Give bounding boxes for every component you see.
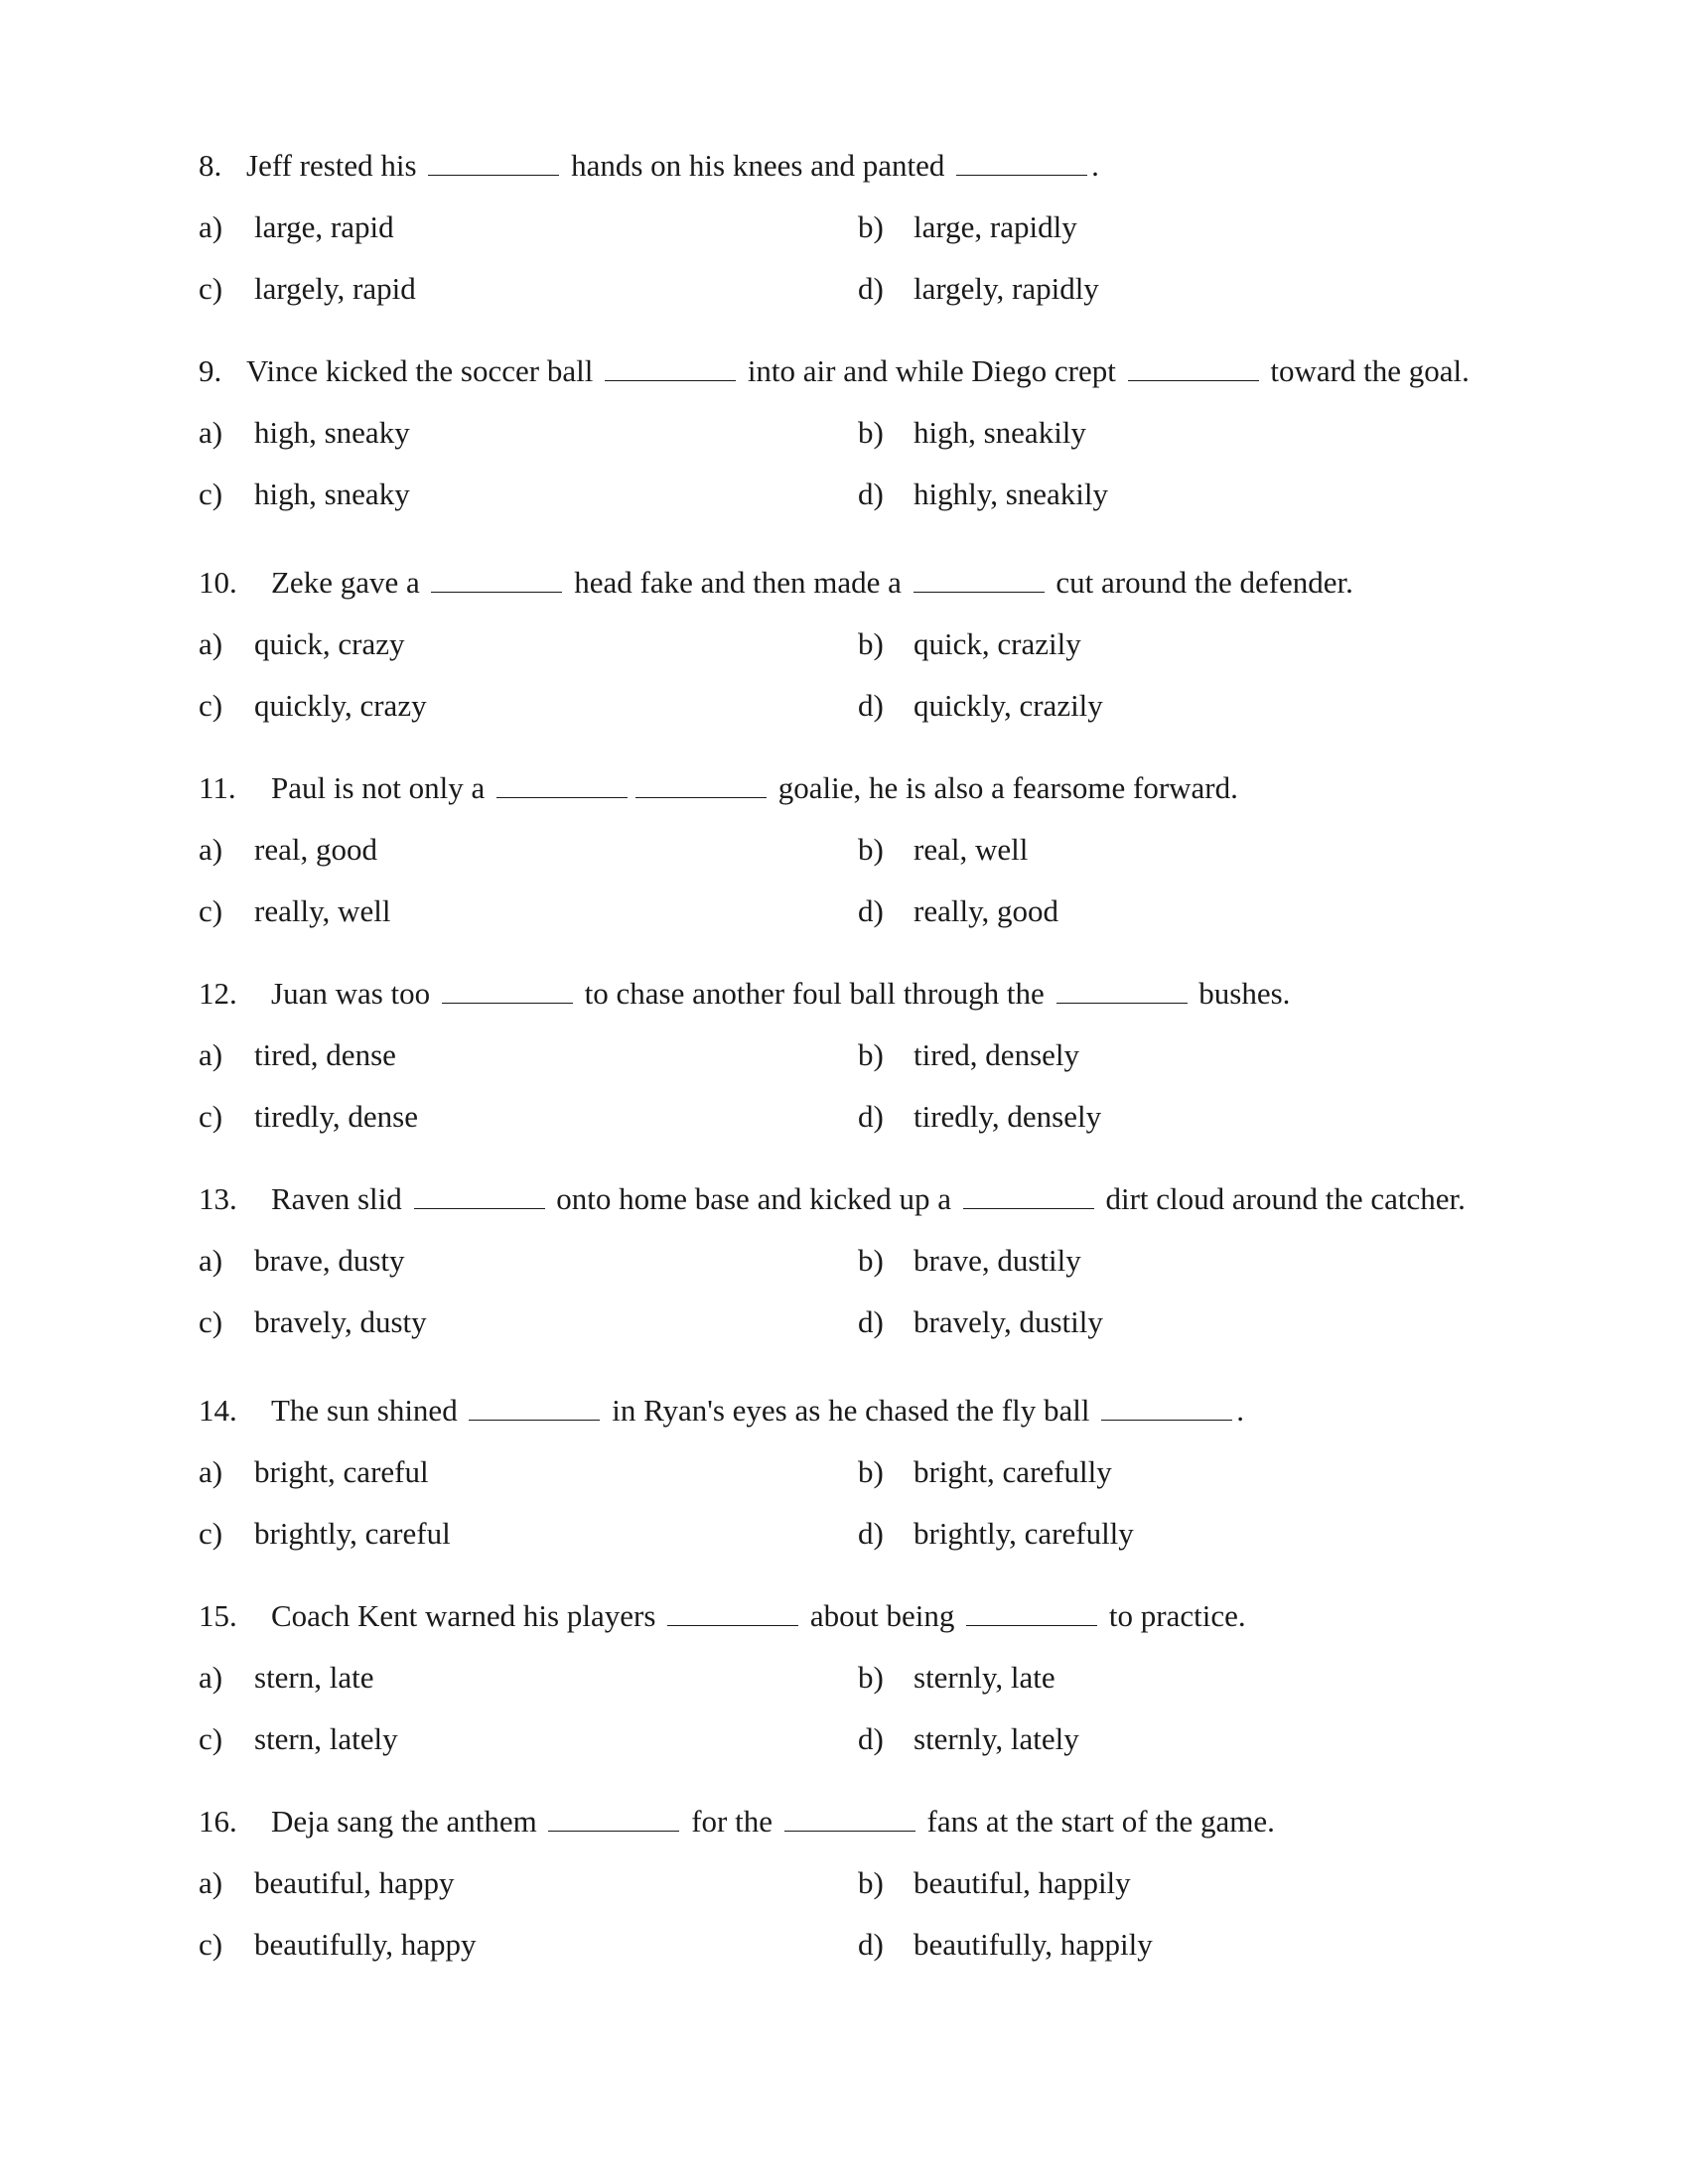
question-number: 14. [199, 1393, 237, 1428]
answer-option[interactable] [858, 831, 1028, 869]
question-number: 9. [199, 353, 222, 388]
answer-option[interactable] [199, 1098, 418, 1136]
question-stem [199, 352, 1479, 390]
question-stem [199, 147, 1479, 185]
answer-option[interactable] [199, 476, 410, 513]
question-text-part: for the [691, 1804, 773, 1839]
question-stem [199, 1180, 1479, 1218]
answer-option[interactable] [199, 831, 377, 869]
question-text-part: toward the goal. [1270, 353, 1470, 388]
option-text: beautifully, happy [254, 1927, 477, 1962]
options-row [199, 414, 1489, 476]
options-row [199, 625, 1489, 687]
option-text: brave, dustily [914, 1243, 1081, 1278]
answer-options [199, 1659, 1489, 1782]
option-text: bravely, dusty [254, 1304, 427, 1339]
answer-options [199, 1453, 1489, 1576]
question-block [199, 1803, 1489, 1987]
answer-option[interactable] [199, 1659, 374, 1697]
option-letter: d) [858, 271, 884, 306]
answer-option[interactable] [858, 1098, 1101, 1136]
option-letter: a) [199, 1454, 223, 1489]
question-text-part: onto home base and kicked up a [556, 1181, 951, 1216]
option-text: brightly, careful [254, 1516, 451, 1551]
answer-blank [963, 1184, 1094, 1209]
option-text: brightly, carefully [914, 1516, 1134, 1551]
question-number: 10. [199, 565, 237, 600]
options-row [199, 1659, 1489, 1720]
answer-option[interactable] [858, 1720, 1079, 1758]
answer-option[interactable] [858, 1036, 1079, 1074]
question-text-part: Zeke gave a [271, 565, 420, 600]
option-text: largely, rapidly [914, 271, 1099, 306]
question-text [246, 147, 1479, 185]
option-letter: a) [199, 1865, 223, 1900]
answer-option[interactable] [199, 270, 416, 308]
question-stem [199, 1392, 1479, 1430]
options-row [199, 1453, 1489, 1515]
question-text [271, 1597, 1479, 1635]
answer-option[interactable] [199, 1242, 405, 1280]
question-text-part: dirt cloud around the catcher. [1105, 1181, 1466, 1216]
options-row [199, 1036, 1489, 1098]
question-text-part: Vince kicked the soccer ball [246, 353, 594, 388]
option-letter: c) [199, 477, 223, 511]
options-row [199, 1098, 1489, 1160]
question-block [199, 564, 1489, 749]
question-text-part: Jeff rested his [246, 148, 417, 183]
question-block [199, 147, 1489, 332]
option-letter: c) [199, 893, 223, 928]
question-text-part: The sun shined [271, 1393, 458, 1428]
option-text: real, good [254, 832, 377, 867]
option-letter: c) [199, 1721, 223, 1756]
option-letter: c) [199, 1516, 223, 1551]
question-text-part: cut around the defender. [1055, 565, 1353, 600]
answer-option[interactable] [199, 414, 410, 452]
answer-option[interactable] [199, 1864, 454, 1902]
answer-option[interactable] [199, 1926, 477, 1964]
option-letter: c) [199, 271, 223, 306]
question-text-part: head fake and then made a [574, 565, 902, 600]
option-text: quick, crazily [914, 626, 1081, 661]
option-text: bravely, dustily [914, 1304, 1103, 1339]
option-letter: c) [199, 1304, 223, 1339]
options-row [199, 1242, 1489, 1303]
option-text: quick, crazy [254, 626, 405, 661]
question-number: 16. [199, 1804, 237, 1839]
option-text: really, well [254, 893, 391, 928]
answer-blank [956, 151, 1087, 176]
option-letter: a) [199, 1243, 223, 1278]
option-letter: a) [199, 832, 223, 867]
option-text: sternly, lately [914, 1721, 1079, 1756]
option-text: bright, careful [254, 1454, 429, 1489]
option-text: really, good [914, 893, 1059, 928]
option-text: sternly, late [914, 1660, 1055, 1695]
answer-blank [605, 356, 736, 381]
question-text [271, 769, 1479, 807]
options-row [199, 1720, 1489, 1782]
question-text-part: bushes. [1198, 976, 1291, 1011]
option-letter: b) [858, 209, 884, 244]
question-text [271, 1180, 1479, 1218]
option-text: beautiful, happily [914, 1865, 1131, 1900]
option-letter: b) [858, 626, 884, 661]
answer-option[interactable] [858, 1453, 1112, 1491]
answer-option[interactable] [858, 1242, 1081, 1280]
answer-blank [914, 568, 1045, 593]
answer-options [199, 208, 1489, 332]
question-block [199, 1597, 1489, 1782]
answer-option[interactable] [199, 892, 390, 930]
answer-blank [1056, 979, 1188, 1004]
answer-option[interactable] [858, 476, 1108, 513]
options-row [199, 1864, 1489, 1926]
options-row [199, 208, 1489, 270]
option-letter: c) [199, 1927, 223, 1962]
answer-option[interactable] [199, 1720, 398, 1758]
option-letter: d) [858, 1516, 884, 1551]
answer-blank [431, 568, 562, 593]
option-text: tiredly, densely [914, 1099, 1102, 1134]
question-text-part: goalie, he is also a fearsome forward. [777, 770, 1238, 805]
answer-option[interactable] [858, 208, 1077, 246]
option-text: beautifully, happily [914, 1927, 1153, 1962]
option-text: real, well [914, 832, 1029, 867]
option-text: tiredly, dense [254, 1099, 418, 1134]
answer-blank [548, 1807, 679, 1832]
question-block [199, 769, 1489, 954]
option-text: bright, carefully [914, 1454, 1112, 1489]
question-number: 11. [199, 770, 236, 805]
answer-option[interactable] [858, 1926, 1153, 1964]
question-text-part: Raven slid [271, 1181, 402, 1216]
option-letter: a) [199, 415, 223, 450]
options-row [199, 831, 1489, 892]
option-text: large, rapidly [914, 209, 1077, 244]
question-number: 15. [199, 1598, 237, 1633]
question-text-part: hands on his knees and panted [571, 148, 945, 183]
question-text [271, 1392, 1479, 1430]
question-stem [199, 1803, 1479, 1841]
answer-blank [1101, 1396, 1232, 1421]
question-text-part: Juan was too [271, 976, 431, 1011]
answer-option[interactable] [199, 208, 394, 246]
answer-blank [966, 1601, 1097, 1626]
question-stem [199, 769, 1479, 807]
option-letter: a) [199, 209, 223, 244]
option-letter: d) [858, 1099, 884, 1134]
answer-blank [784, 1807, 915, 1832]
answer-option[interactable] [199, 1303, 427, 1341]
question-block [199, 1180, 1489, 1365]
option-letter: b) [858, 1865, 884, 1900]
question-text-part: fans at the start of the game. [926, 1804, 1275, 1839]
answer-option[interactable] [199, 1515, 451, 1553]
option-letter: b) [858, 832, 884, 867]
options-row [199, 1515, 1489, 1576]
answer-options [199, 831, 1489, 954]
answer-options [199, 1864, 1489, 1987]
question-stem [199, 564, 1479, 602]
question-stem [199, 1597, 1479, 1635]
question-text-part: . [1091, 148, 1099, 183]
question-text [271, 1803, 1479, 1841]
option-text: tired, dense [254, 1037, 396, 1072]
answer-option[interactable] [199, 687, 427, 725]
option-text: stern, lately [254, 1721, 398, 1756]
question-text [246, 352, 1479, 390]
answer-options [199, 1242, 1489, 1365]
answer-option[interactable] [858, 625, 1081, 663]
option-letter: b) [858, 1454, 884, 1489]
option-letter: a) [199, 1660, 223, 1695]
question-number: 8. [199, 148, 222, 183]
answer-option[interactable] [199, 1453, 429, 1491]
option-text: beautiful, happy [254, 1865, 455, 1900]
answer-options [199, 1036, 1489, 1160]
answer-options [199, 625, 1489, 749]
options-row [199, 476, 1489, 537]
option-letter: b) [858, 1037, 884, 1072]
options-row [199, 270, 1489, 332]
option-letter: a) [199, 626, 223, 661]
answer-option[interactable] [858, 1659, 1055, 1697]
option-text: high, sneaky [254, 415, 410, 450]
question-block [199, 352, 1489, 537]
option-letter: b) [858, 1660, 884, 1695]
question-text-part: into air and while Diego crept [747, 353, 1116, 388]
option-letter: d) [858, 893, 884, 928]
question-text-part: Paul is not only a [271, 770, 486, 805]
option-text: quickly, crazy [254, 688, 427, 723]
worksheet-page [199, 147, 1489, 1987]
answer-blank [667, 1601, 798, 1626]
answer-blank [496, 773, 628, 798]
option-letter: c) [199, 1099, 223, 1134]
answer-option[interactable] [858, 270, 1099, 308]
option-letter: d) [858, 477, 884, 511]
options-row [199, 687, 1489, 749]
question-text-part: Coach Kent warned his players [271, 1598, 656, 1633]
question-text-part: to practice. [1108, 1598, 1246, 1633]
question-text-part: Deja sang the anthem [271, 1804, 537, 1839]
option-text: highly, sneakily [914, 477, 1109, 511]
option-text: stern, late [254, 1660, 374, 1695]
question-number: 12. [199, 976, 237, 1011]
option-text: high, sneaky [254, 477, 410, 511]
option-text: tired, densely [914, 1037, 1080, 1072]
question-text-part: in Ryan's eyes as he chased the fly ball [612, 1393, 1090, 1428]
options-row [199, 1303, 1489, 1365]
question-stem [199, 975, 1479, 1013]
question-text-part: about being [809, 1598, 955, 1633]
option-letter: c) [199, 688, 223, 723]
option-text: high, sneakily [914, 415, 1086, 450]
option-letter: d) [858, 1927, 884, 1962]
option-letter: b) [858, 1243, 884, 1278]
answer-option[interactable] [858, 1303, 1103, 1341]
answer-blank [428, 151, 559, 176]
question-number: 13. [199, 1181, 237, 1216]
option-letter: a) [199, 1037, 223, 1072]
answer-option[interactable] [858, 687, 1103, 725]
option-text: largely, rapid [254, 271, 416, 306]
option-letter: b) [858, 415, 884, 450]
answer-option[interactable] [858, 414, 1086, 452]
answer-blank [442, 979, 573, 1004]
answer-option[interactable] [858, 1864, 1131, 1902]
answer-blank [469, 1396, 600, 1421]
answer-blank [414, 1184, 545, 1209]
question-text [271, 564, 1479, 602]
option-letter: d) [858, 688, 884, 723]
answer-blank [635, 773, 767, 798]
option-letter: d) [858, 1721, 884, 1756]
question-text-part: to chase another foul ball through the [584, 976, 1045, 1011]
answer-option[interactable] [858, 892, 1058, 930]
question-text [271, 975, 1479, 1013]
question-block [199, 1392, 1489, 1576]
option-text: large, rapid [254, 209, 394, 244]
option-text: brave, dusty [254, 1243, 405, 1278]
options-row [199, 1926, 1489, 1987]
answer-options [199, 414, 1489, 537]
answer-option[interactable] [858, 1515, 1134, 1553]
answer-blank [1128, 356, 1259, 381]
answer-option[interactable] [199, 625, 404, 663]
question-text-part: . [1236, 1393, 1244, 1428]
answer-option[interactable] [199, 1036, 396, 1074]
question-block [199, 975, 1489, 1160]
options-row [199, 892, 1489, 954]
option-text: quickly, crazily [914, 688, 1103, 723]
option-letter: d) [858, 1304, 884, 1339]
